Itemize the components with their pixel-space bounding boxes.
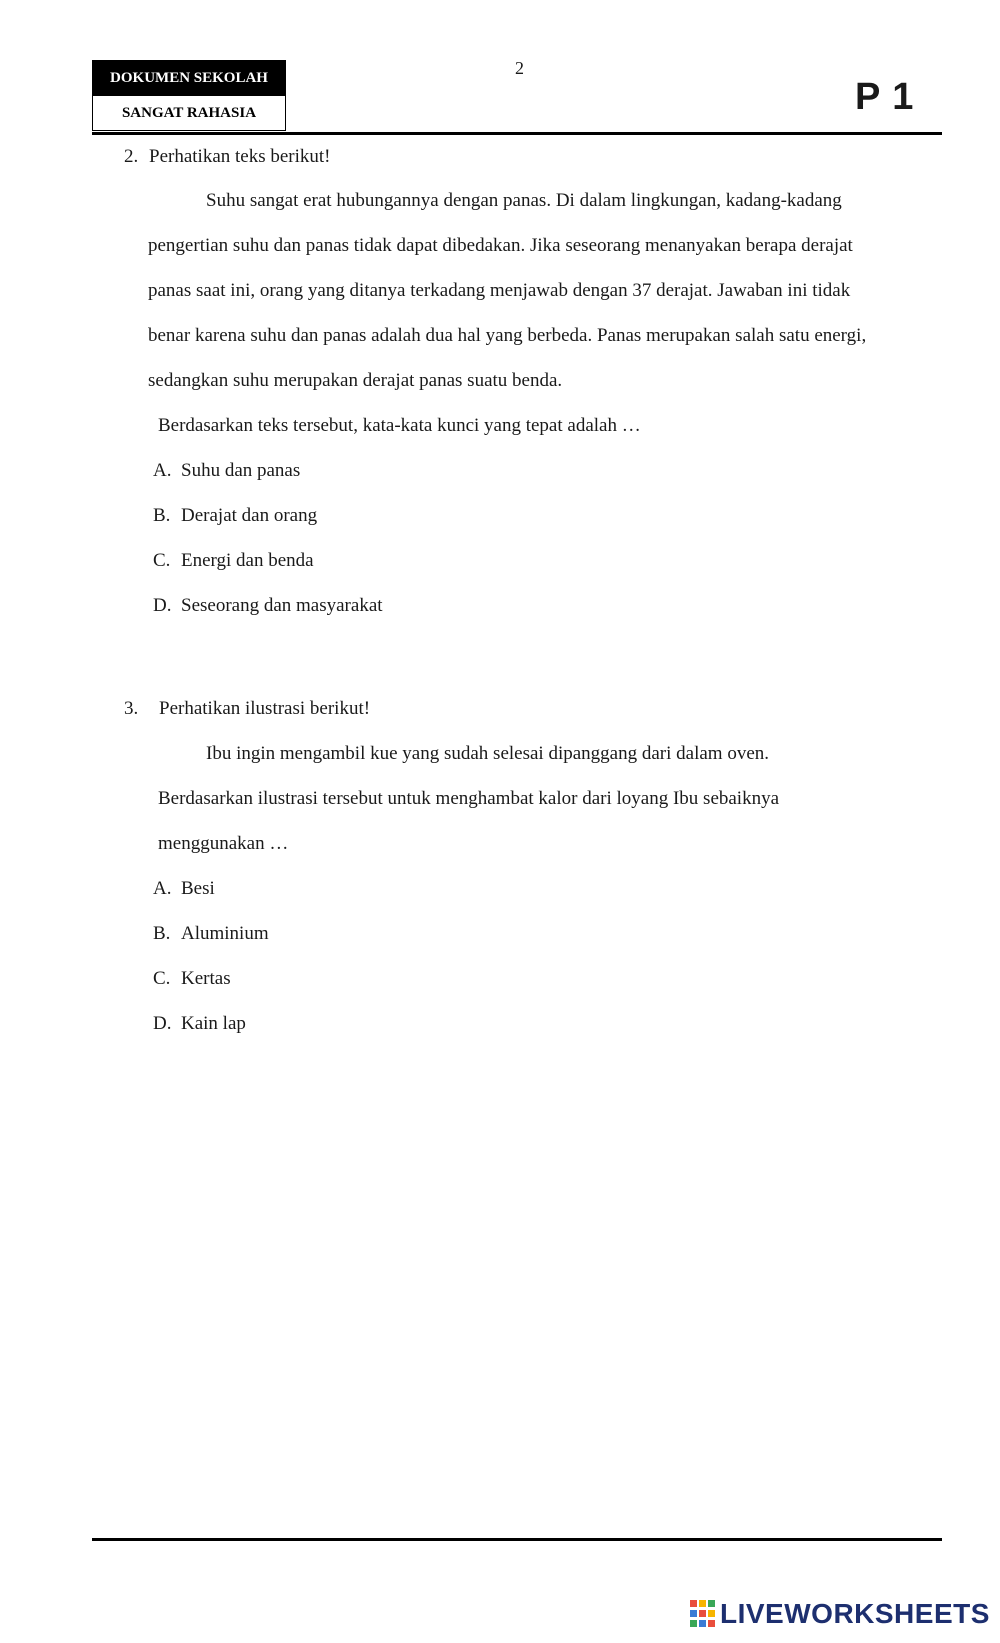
option-letter: D. [153,595,172,616]
q2-option-b[interactable] [153,505,317,527]
stamp-top-label: DOKUMEN SEKOLAH [93,61,285,96]
option-text: Besi [181,878,215,899]
q2-passage-line: sedangkan suhu merupakan derajat panas suatu benda. [148,370,563,391]
option-letter: A. [153,460,172,481]
liveworksheets-grid-icon [690,1600,716,1628]
option-letter: C. [153,550,171,571]
option-letter: B. [153,505,171,526]
q2-passage-line: benar karena suhu dan panas adalah dua hal yang berbeda. Panas merupakan salah satu energi, [148,325,867,346]
option-letter: B. [153,923,171,944]
q3-prompt: Perhatikan ilustrasi berikut! [159,698,371,719]
option-text: Kertas [181,968,231,989]
option-text: Derajat dan orang [181,505,318,526]
q3-question-line: menggunakan … [158,833,289,854]
q2-number: 2. [124,146,139,167]
q3-header [124,698,370,720]
page-number: 2 [515,58,524,78]
q3-option-b[interactable] [153,923,269,945]
q3-option-a[interactable] [153,878,215,900]
q2-option-d[interactable] [153,595,383,617]
option-text: Seseorang dan masyarakat [181,595,383,616]
header-divider [92,132,942,135]
option-text: Energi dan benda [181,550,314,571]
option-text: Aluminium [181,923,269,944]
school-document-stamp [92,60,286,131]
q2-prompt: Perhatikan teks berikut! [149,146,331,167]
q2-option-c[interactable] [153,550,314,572]
footer-divider [92,1538,942,1541]
q3-number: 3. [124,698,139,719]
q2-passage-line: panas saat ini, orang yang ditanya terkadang menjawab dengan 37 derajat. Jawaban ini tidak [148,280,851,301]
q2-question: Berdasarkan teks tersebut, kata-kata kunci yang tepat adalah … [158,415,641,436]
q2-option-a[interactable] [153,460,300,482]
q3-question-line: Berdasarkan ilustrasi tersebut untuk menghambat kalor dari loyang Ibu sebaiknya [158,788,780,809]
brand-name: LIVEWORKSHEETS [720,1598,990,1629]
option-letter: D. [153,1013,172,1034]
q3-option-c[interactable] [153,968,231,990]
q3-option-d[interactable] [153,1013,246,1035]
q3-illustration: Ibu ingin mengambil kue yang sudah selesai dipanggang dari dalam oven. [206,743,769,764]
option-text: Kain lap [181,1013,246,1034]
q2-passage-line: Suhu sangat erat hubungannya dengan panas. Di dalam lingkungan, kadang-kadang [206,190,842,211]
liveworksheets-logo[interactable] [690,1598,990,1630]
q2-header [124,146,331,168]
paket-code: P 1 [855,76,915,118]
option-letter: C. [153,968,171,989]
q2-passage-line: pengertian suhu dan panas tidak dapat dibedakan. Jika seseorang menanyakan berapa derajat [148,235,853,256]
option-letter: A. [153,878,172,899]
option-text: Suhu dan panas [181,460,301,481]
stamp-bottom-label: SANGAT RAHASIA [93,96,285,130]
